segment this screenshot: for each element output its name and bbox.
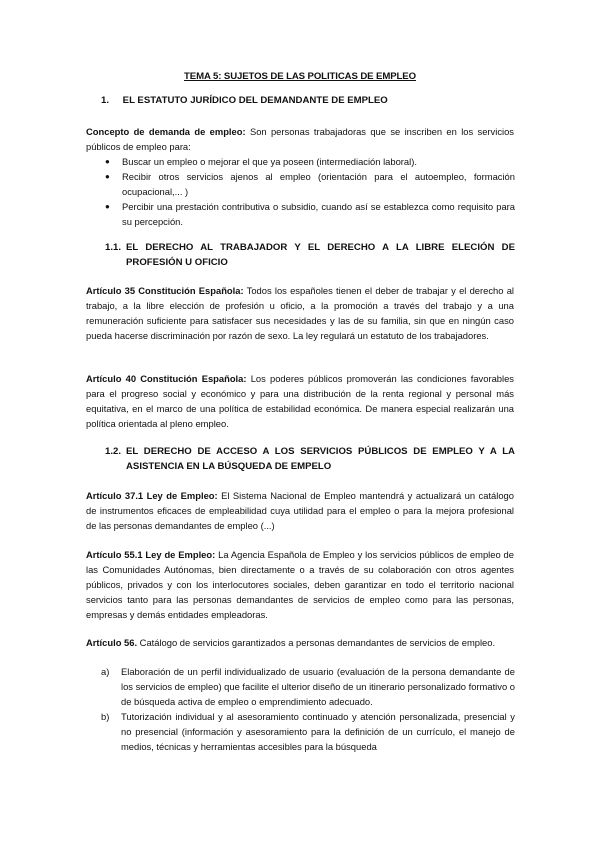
- art35-paragraph: [86, 283, 514, 343]
- art55-1-label: Artículo 55.1 Ley de Empleo:: [86, 549, 216, 560]
- section-1-2-number: 1.2.: [105, 446, 122, 457]
- art56-lettered-list: [101, 664, 515, 754]
- art37-1-text: El Sistema Nacional de Empleo mantendrá y actualizará un catálogo de instrumentos eficaces de empleabilidad cuya utilidad para el empleo o para la mejora profesional de las personas demandantes de empleo (...): [86, 490, 514, 531]
- art37-1-paragraph: [86, 488, 514, 533]
- document-title: TEMA 5: SUJETOS DE LAS POLITICAS DE EMPLEO: [184, 71, 416, 82]
- concepto-bullet-list: [105, 154, 515, 229]
- art55-1-text: La Agencia Española de Empleo y los servicios públicos de empleo de las Comunidades Autónomas, bien directamente o a través de su colaboración con otros agentes públicos, privados y con los interlocutores sociales, deben garantizar en todo el territorio nacional servicios tanto para las personas demandantes de servicios de empleo como para las personas, empresas y demás entidades empleadoras.: [86, 549, 514, 620]
- section-1-number: 1.: [101, 95, 110, 106]
- art56-text: Catálogo de servicios garantizados a personas demandantes de servicios de empleo.: [137, 637, 496, 648]
- section-1-2-title: EL DERECHO DE ACCESO A LOS SERVICIOS PÚBLICOS DE EMPLEO Y A LA ASISTENCIA EN LA BÚSQUEDA DE EMPELO: [126, 446, 515, 472]
- art56-label: Artículo 56.: [86, 637, 138, 648]
- art37-1-label: Artículo 37.1 Ley de Empleo:: [86, 490, 218, 501]
- section-1-2-heading: [105, 444, 515, 474]
- art40-paragraph: [86, 371, 514, 431]
- art40-label: Artículo 40 Constitución Española:: [86, 373, 247, 384]
- section-1-title: EL ESTATUTO JURÍDICO DEL DEMANDANTE DE EMPLEO: [122, 95, 388, 106]
- list-item: [101, 709, 515, 754]
- list-item-text: Elaboración de un perfil individualizado de usuario (evaluación de la persona demandante de los servicios de empleo) que facilite el ulterior diseño de un itinerario personalizado formativo o de búsqueda activa de empleo o emprendimiento adecuado.: [121, 666, 515, 707]
- art40-text: Los poderes públicos promoverán las condiciones favorables para el progreso social y económico y para una distribución de la renta regional y personal más equitativa, en el marco de una política de estabilidad económica. De manera especial realizarán una política orientada al pleno empleo.: [86, 373, 514, 429]
- concepto-label: Concepto de demanda de empleo:: [86, 126, 246, 137]
- section-1-1-heading: [105, 240, 515, 270]
- list-item: ● Percibir una prestación contributiva o subsidio, cuando así se establezca como requisito para su percepción.: [105, 199, 515, 229]
- section-1-1-number: 1.1.: [105, 242, 122, 253]
- list-item: ● Recibir otros servicios ajenos al empleo (orientación para el autoempleo, formación ocupacional,... ): [105, 169, 515, 199]
- section-1-1-title: EL DERECHO AL TRABAJADOR Y EL DERECHO A LA LIBRE ELECIÓN DE PROFESIÓN U OFICIO: [126, 242, 515, 268]
- art56-paragraph: [86, 635, 514, 650]
- concepto-text: Son personas trabajadoras que se inscriben en los servicios públicos de empleo para:: [86, 126, 514, 152]
- list-item-marker: a): [101, 666, 110, 677]
- concepto-paragraph: [86, 124, 514, 154]
- list-item: [101, 664, 515, 709]
- art55-1-paragraph: [86, 547, 514, 622]
- list-item-marker: b): [101, 711, 110, 722]
- list-item: ● Buscar un empleo o mejorar el que ya poseen (intermediación laboral).: [105, 154, 515, 169]
- list-item-text: Tutorización individual y al asesoramiento continuado y atención personalizada, presencial y no presencial (información y asesoramiento para la definición de un currículo, el manejo de medios, técnicas y herramientas accesibles para la búsqueda: [121, 711, 515, 752]
- art35-text: Todos los españoles tienen el deber de trabajar y el derecho al trabajo, a la libre elección de profesión u oficio, a la promoción a través del trabajo y a una remuneración suficiente para satisfacer sus necesidades y las de su familia, sin que en ningún caso pueda hacerse discriminación por razón de sexo. La ley regulará un estatuto de los trabajadores.: [86, 285, 514, 341]
- section-1-heading: [101, 95, 388, 106]
- art35-label: Artículo 35 Constitución Española:: [86, 285, 244, 296]
